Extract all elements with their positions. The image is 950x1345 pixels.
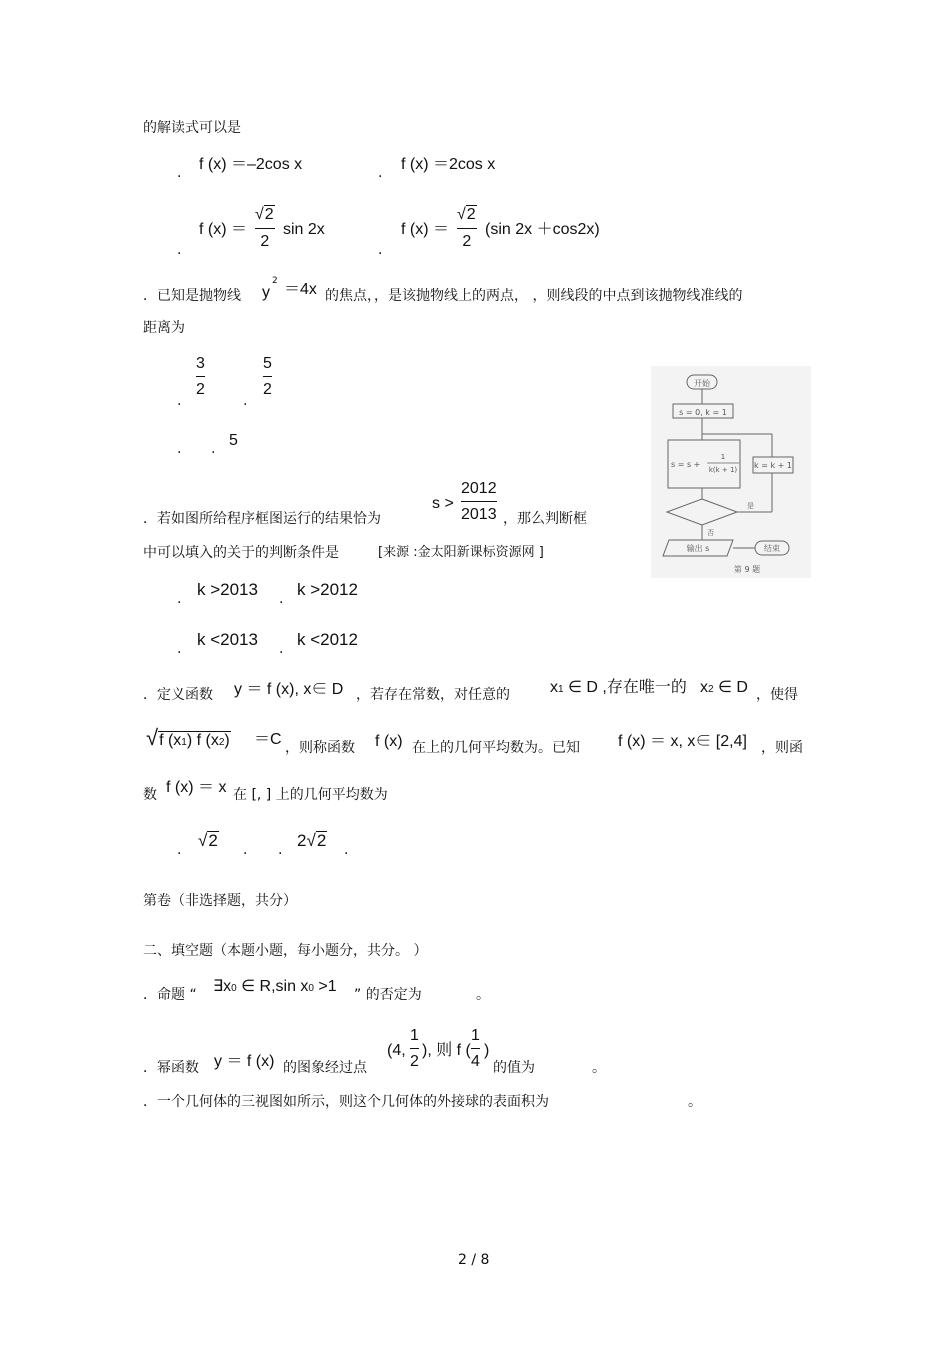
- option-c-fraction: √2 2: [255, 206, 274, 250]
- q15-text: ．一个几何体的三视图如所示，则这个几何体的外接球的表面积为: [143, 1094, 549, 1110]
- q13-post: ” 的否定为: [354, 987, 422, 1003]
- q14-point-open: (4,: [387, 1042, 406, 1059]
- q9-option-c: k <2013: [197, 630, 258, 649]
- q9-option-a: k >2013: [197, 580, 258, 599]
- q9-option-c-marker: .: [177, 641, 182, 657]
- option-c-lhs: f (x) ＝: [199, 221, 247, 238]
- flow-output-label: 输出 s: [686, 544, 710, 553]
- q10-option-b-marker: .: [243, 842, 248, 858]
- flow-update-frac-num: 1: [720, 453, 726, 461]
- q10-text1: ，若存在常数，对任意的: [356, 687, 510, 703]
- q10-text3: ，则称函数: [285, 740, 355, 756]
- q8-line2: 距离为: [143, 320, 185, 336]
- flow-caption: 第 9 题: [733, 565, 761, 574]
- q9-option-d-marker: .: [279, 641, 284, 657]
- q14-end: 。: [592, 1060, 606, 1076]
- q9-condition: s >: [432, 495, 454, 512]
- q9-prefix: ．若如图所给程序框图运行的结果恰为: [143, 511, 381, 527]
- q10-fx2: f (x) ＝ x: [166, 779, 227, 796]
- q10-text5: ，则函: [761, 740, 803, 756]
- q8-eq-rhs: ＝4x: [284, 281, 317, 298]
- flow-update-s-label: s = s +: [671, 460, 701, 469]
- q14-function: y ＝ f (x): [214, 1053, 275, 1070]
- q8-option-c-marker: .: [177, 441, 182, 457]
- q10-line3-a: 数: [143, 787, 157, 803]
- q8-option-a: 3 2: [196, 355, 205, 398]
- option-c-marker: .: [177, 242, 182, 258]
- q13-prefix: ．命题 “: [143, 987, 197, 1003]
- q14-mid: 的图象经过点: [283, 1060, 367, 1076]
- q13-end: 。: [476, 987, 490, 1003]
- flow-k-label: k = k + 1: [754, 461, 792, 470]
- flow-yes-label: 是: [747, 502, 754, 510]
- q9-option-b: k >2012: [297, 580, 358, 599]
- q9-option-d: k <2012: [297, 630, 358, 649]
- q10-x1: x1 ∈ D ,存在唯一的: [550, 679, 687, 696]
- q14-arg-fraction: 1 4: [471, 1027, 480, 1070]
- flow-start-label: 开始: [694, 379, 710, 388]
- q10-function: y ＝ f (x), x∈ D: [234, 681, 344, 698]
- q8-option-b-marker: .: [243, 393, 248, 409]
- flow-no-label: 否: [707, 529, 714, 537]
- page-number: 2 / 8: [458, 1252, 490, 1268]
- option-b-marker: .: [378, 165, 383, 181]
- flow-end-label: 结束: [764, 544, 780, 553]
- option-c-rhs: sin 2x: [283, 221, 325, 238]
- option-d-marker: .: [378, 242, 383, 258]
- q10-text4: 在上的几何平均数为。已知: [412, 740, 580, 756]
- question-tail: 的解读式可以是: [143, 120, 241, 136]
- q8-prefix: ．已知是抛物线: [143, 288, 241, 304]
- q14-point-close: ), 则 f (: [422, 1042, 471, 1059]
- q15-end: 。: [688, 1094, 702, 1110]
- q10-option-d-marker: .: [344, 842, 349, 858]
- q8-eq-exponent: 2: [272, 276, 278, 286]
- q9-fraction: 2012 2013: [461, 480, 497, 523]
- option-d-rhs: (sin 2x ＋cos2x): [485, 221, 600, 238]
- q13-expr: ∃x0 ∈ R,sin x0 >1: [213, 978, 337, 995]
- option-a-marker: .: [177, 165, 182, 181]
- q8-eq-y: y: [262, 284, 270, 301]
- flowchart-svg: [651, 366, 811, 578]
- q10-text2: ，使得: [756, 687, 798, 703]
- q9-line2: 中可以填入的关于的判断条件是: [143, 545, 339, 561]
- q10-fx: f (x): [375, 733, 403, 750]
- q10-x2: x2 ∈ D: [700, 679, 748, 696]
- q14-point-fraction: 1 2: [410, 1027, 419, 1070]
- option-d-fraction: √2 2: [457, 206, 476, 250]
- q9-option-b-marker: .: [279, 591, 284, 607]
- option-d-lhs: f (x) ＝: [401, 221, 449, 238]
- q10-root-expr: √f (x1) f (x2): [146, 725, 230, 750]
- q10-option-c-marker: .: [278, 842, 283, 858]
- q8-option-a-marker: .: [177, 393, 182, 409]
- q8-option-b: 5 2: [263, 355, 272, 398]
- option-a: f (x) ＝–2cos x: [199, 156, 303, 173]
- q10-fdef: f (x) ＝ x, x∈ [2,4]: [618, 733, 747, 750]
- q8-option-d: 5: [229, 432, 238, 449]
- q8-text: 的焦点，，是该抛物线上的两点， ，则线段的中点到该抛物线准线的: [325, 288, 743, 304]
- flowchart-figure: [651, 366, 811, 578]
- q9-source: [来源 :金太阳新课标资源网 ]: [378, 545, 544, 560]
- q14-post: 的值为: [493, 1060, 535, 1076]
- q14-arg-close: ): [484, 1042, 490, 1059]
- q14-prefix: ．幂函数: [143, 1060, 199, 1076]
- option-b: f (x) ＝2cos x: [401, 156, 496, 173]
- flow-decision: [667, 499, 737, 525]
- q10-line3-b: 在 [, ] 上的几何平均数为: [233, 787, 388, 803]
- flow-init-label: s = 0, k = 1: [679, 408, 727, 417]
- q10-option-c: 2√2: [297, 831, 327, 850]
- q10-prefix: ．定义函数: [143, 687, 213, 703]
- part2-title: 第卷（非选择题，共分）: [143, 893, 297, 909]
- q10-option-a: √2: [198, 831, 218, 850]
- q9-option-a-marker: .: [177, 591, 182, 607]
- q10-eq-c: ＝C: [254, 731, 282, 748]
- q9-post: ，那么判断框: [503, 511, 587, 527]
- q8-option-d-marker: .: [211, 441, 216, 457]
- flow-update-frac-den: k(k + 1): [708, 466, 738, 474]
- part2-section: 二、填空题（本题小题，每小题分，共分。 ）: [143, 943, 428, 959]
- q10-option-a-marker: .: [177, 842, 182, 858]
